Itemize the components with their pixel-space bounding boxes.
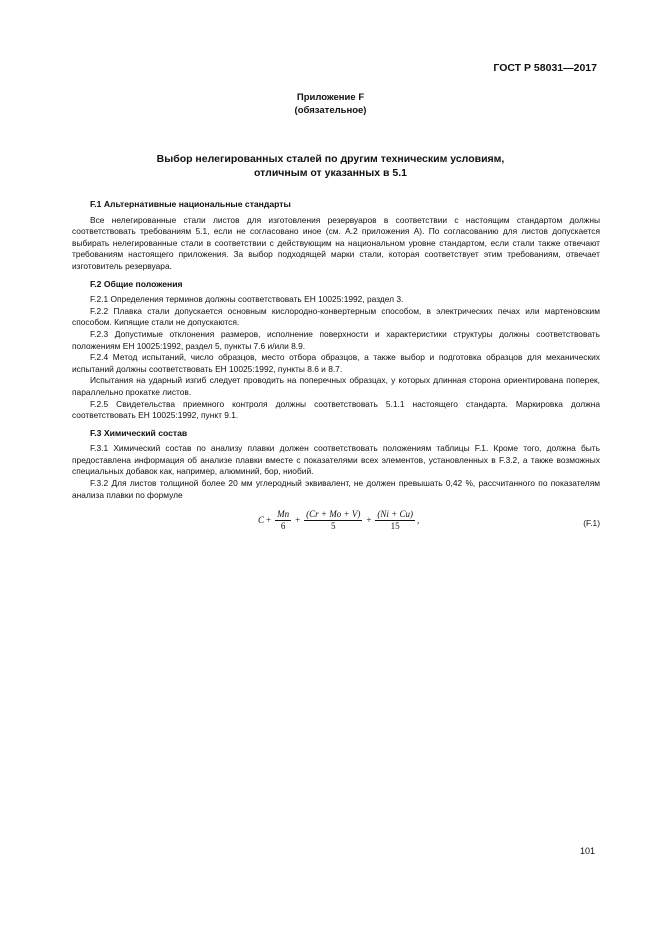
page-number: 101 [579,846,595,856]
annex-title [0,91,661,117]
annex-status: (обязательное) [294,105,367,116]
carbon-equivalent-formula [258,509,419,532]
formula-plus: + [366,514,372,525]
formula-numerator: (Cr + Mo + V) [306,509,361,520]
section-heading-f2: F.2 Общие положения [90,278,183,289]
formula-number: (F.1) [583,518,600,529]
paragraph-f2-1: F.2.1 Определения терминов должны соответствовать ЕН 10025:1992, раздел 3. [90,294,404,305]
paragraph-f1: Все нелегированные стали листов для изготовления резервуаров в соответствии с настоящим стандартом должны соответствовать требованиям 5.1, если не согласовано иное (см. А.2 приложения А). По согласованию для листов допускается выбирать нелегированные стали в соответствии с действующим на национальном уровне стандартом, если стали также отвечают требованиям настоящего приложения. За выбор подходящей марки стали, которая соответствует этим требованиям, отвечает изготовитель резервуара. [72,214,600,271]
annex-label: Приложение F [296,92,365,103]
document-title-line-1: Выбор нелегированных сталей по другим техническим условиям, [156,153,505,165]
formula-denominator: 6 [280,521,286,532]
paragraph-f3-2: F.3.2 Для листов толщиной более 20 мм углеродный эквивалент, не должен превышать 0,42 %, рассчитанного по показателям анализа плавки по формуле [72,478,600,500]
paragraph-f2-5: F.2.5 Свидетельства приемного контроля должны соответствовать 5.1.1 настоящего стандарта. Маркировка должна соответствовать ЕН 10025:1992, пункт 9.1. [72,398,600,421]
formula-fraction-ni-cu [375,509,415,532]
formula-denominator: 5 [330,521,336,532]
paragraph-f2-2: F.2.2 Плавка стали допускается основным кислородно-конвертерным способом, в электрических печах или мартеновским способом. Кипящие стали не допускаются. [72,305,600,328]
carbon-equivalent-formula-row [72,509,600,541]
formula-fraction-cr-mo-v [304,509,362,532]
formula-plus: + [266,514,272,525]
formula-denominator: 15 [390,521,400,532]
formula-plus: + [295,514,301,525]
paragraph-f3-1: F.3.1 Химический состав по анализу плавки должен соответствовать положениям таблицы F.1. Кроме того, должна быть предоставлена информация об анализе плавки вместе с показателями всех элементов, установленных в F.3.2, а также возможных специальных добавок как, например, алюминий, бор, ниобий. [72,443,600,477]
formula-numerator: (Ni + Cu) [377,509,413,520]
paragraph-f2-4: F.2.4 Метод испытаний, число образцов, место отбора образцов, а также выбор и подготовка образцов для механических испытаний должны соответствовать ЕН 10025:1992, пункты 8.6 и 8.7. [72,352,600,374]
document-title-line-2: отличным от указанных в 5.1 [254,167,407,179]
formula-fraction-mn [275,509,291,532]
formula-numerator: Mn [277,509,290,520]
paragraph-f2-3: F.2.3 Допустимые отклонения размеров, исполнение поверхности и характеристики структуры должны соответствовать положениям ЕН 10025:1992, раздел 5, пункты 7.6 и/или 8.9. [72,328,600,351]
section-heading-f1: F.1 Альтернативные национальные стандарты [90,199,291,209]
standard-header: ГОСТ Р 58031—2017 [493,62,597,74]
paragraph-f2-4-impact: Испытания на ударный изгиб следует проводить на поперечных образцах, у которых длинная сторона ориентирована поперек, параллельно прокатке листов. [72,375,600,397]
section-heading-f3: F.3 Химический состав [90,427,188,438]
document-title [0,152,661,180]
document-body [72,199,600,541]
formula-end-comma: , [416,514,420,525]
formula-carbon: C [258,514,265,525]
